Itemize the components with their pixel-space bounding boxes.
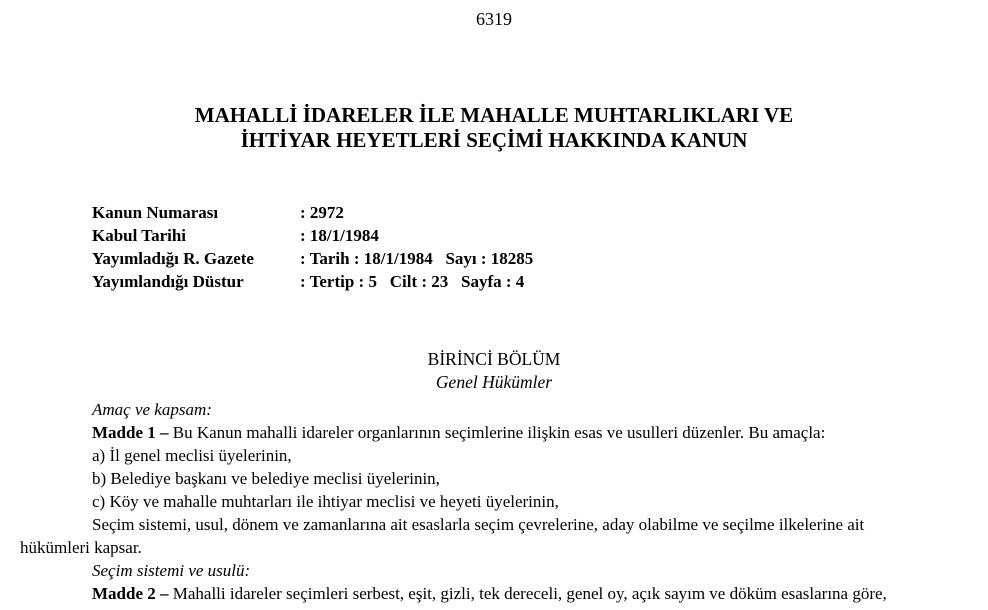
metadata-row-dustur	[92, 270, 988, 293]
article-1-label: Madde 1 –	[92, 423, 169, 442]
section-heading-secim-sistemi: Seçim sistemi ve usulü:	[92, 561, 251, 580]
metadata-label: Yayımladığı R. Gazete	[92, 249, 254, 268]
scope-paragraph-line-1: Seçim sistemi, usul, dönem ve zamanlarına ait esaslarla seçim çevrelerine, aday olabilme ve seçilme ilkelerine ait	[92, 515, 865, 534]
list-item-a: a) İl genel meclisi üyelerinin,	[92, 446, 292, 465]
article-1-text: Bu Kanun mahalli idareler organlarının seçimlerine ilişkin esas ve usulleri düzenler. Bu amaçla:	[172, 423, 826, 442]
metadata-value: : 18/1/1984	[300, 226, 379, 245]
metadata-row-official-gazette	[92, 247, 988, 270]
body-text	[0, 398, 988, 605]
metadata-label: Yayımlandığı Düstur	[92, 272, 244, 291]
metadata-label: Kanun Numarası	[92, 203, 219, 222]
article-2-text: Mahalli idareler seçimleri serbest, eşit, gizli, tek dereceli, genel oy, açık sayım ve döküm esaslarına göre,	[172, 584, 887, 603]
scope-paragraph-line-2: hükümleri kapsar.	[20, 538, 142, 557]
law-title-line-1: MAHALLİ İDARELER İLE MAHALLE MUHTARLIKLARI VE	[194, 103, 794, 127]
metadata-value: : Tarih : 18/1/1984 Sayı : 18285	[300, 249, 534, 268]
chapter-heading: BİRİNCİ BÖLÜM	[427, 349, 561, 369]
law-title	[0, 103, 988, 153]
section-heading-amac-ve-kapsam: Amaç ve kapsam:	[92, 400, 212, 419]
metadata-row-acceptance-date	[92, 224, 988, 247]
metadata-value: : Tertip : 5 Cilt : 23 Sayfa : 4	[300, 272, 525, 291]
law-title-line-2: İHTİYAR HEYETLERİ SEÇİMİ HAKKINDA KANUN	[240, 128, 748, 152]
page-number: 6319	[476, 9, 512, 29]
metadata-row-law-number	[92, 201, 988, 224]
article-2-line	[92, 582, 968, 605]
metadata-value: : 2972	[300, 203, 344, 222]
article-2-label: Madde 2 –	[92, 584, 169, 603]
metadata-label: Kabul Tarihi	[92, 226, 187, 245]
list-item-c: c) Köy ve mahalle muhtarları ile ihtiyar meclisi ve heyeti üyelerinin,	[92, 492, 559, 511]
law-metadata-block	[92, 201, 988, 293]
chapter-subtitle: Genel Hükümler	[435, 372, 553, 392]
list-item-b: b) Belediye başkanı ve belediye meclisi üyelerinin,	[92, 469, 440, 488]
article-1-line	[92, 421, 968, 444]
